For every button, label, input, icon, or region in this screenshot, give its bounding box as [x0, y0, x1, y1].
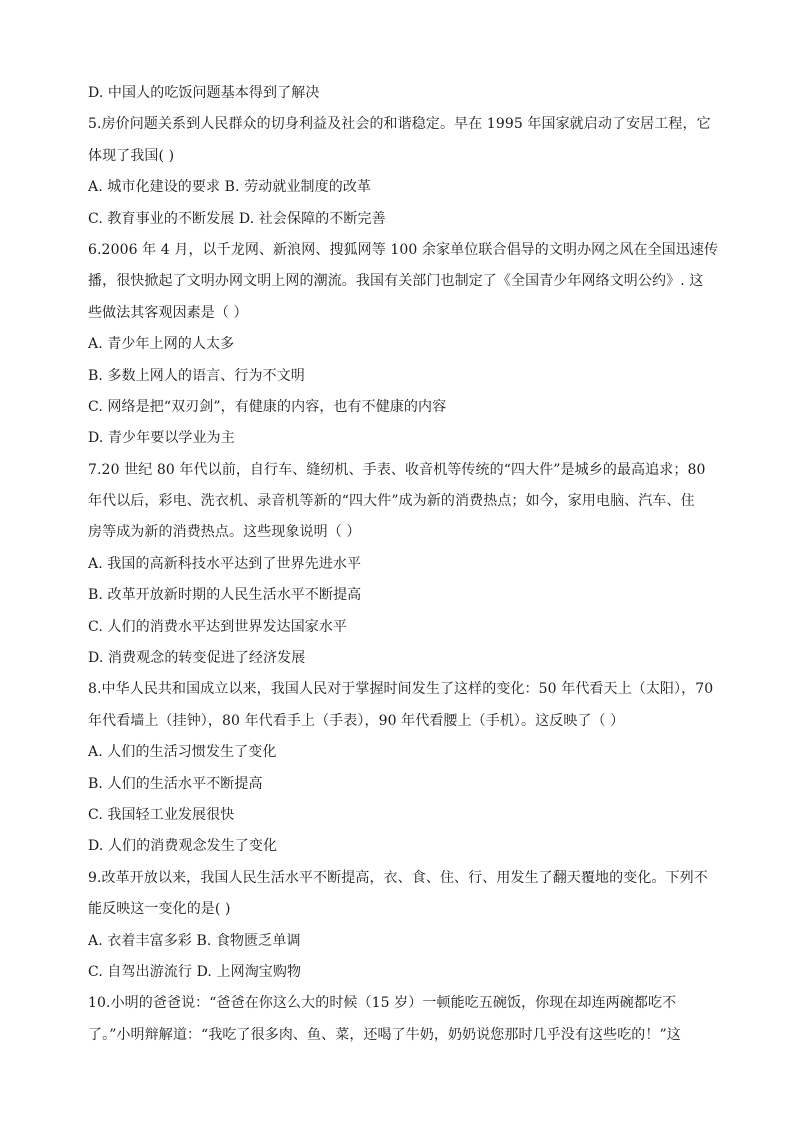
- question-5-stem: 5.房价问题关系到人民群众的切身利益及社会的和谐稳定。早在 1995 年国家就启动了安居工程，它: [88, 116, 711, 133]
- question-10-stem-cont: 了。”小明辩解道：“我吃了很多肉、鱼、菜，还喝了牛奶，奶奶说您那时几乎没有这些吃的！”这: [88, 1026, 681, 1043]
- question-6-stem-cont: 播，很快掀起了文明办网文明上网的潮流。我国有关部门也制定了《全国青少年网络文明公约》. 这: [88, 273, 704, 290]
- question-10-stem: 10.小明的爸爸说：“爸爸在你这么大的时候（15 岁）一顿能吃五碗饭，你现在却连两碗都吃不: [88, 995, 677, 1012]
- question-8-option-b: B. 人们的生活水平不断提高: [88, 775, 263, 792]
- question-9-options-ab: A. 衣着丰富多彩 B. 食物匮乏单调: [88, 932, 301, 949]
- question-9-stem-cont: 能反映这一变化的是( ): [88, 901, 231, 918]
- question-8-option-a: A. 人们的生活习惯发生了变化: [88, 744, 277, 761]
- question-7-stem-cont: 年代以后，彩电、洗衣机、录音机等新的“四大件”成为新的消费热点；如今，家用电脑、汽车、住: [88, 493, 695, 510]
- question-7-option-d: D. 消费观念的转变促进了经济发展: [88, 650, 306, 667]
- question-8-option-c: C. 我国轻工业发展很快: [88, 806, 235, 823]
- text-line: D. 中国人的吃饭问题基本得到了解决: [88, 85, 320, 101]
- question-6-option-a: A. 青少年上网的人太多: [88, 336, 235, 353]
- question-5-stem-cont: 体现了我国( ): [88, 147, 175, 164]
- document-page: [88, 78, 719, 1051]
- question-7-option-a: A. 我国的高新科技水平达到了世界先进水平: [88, 555, 362, 572]
- question-7-stem: 7.20 世纪 80 年代以前，自行车、缝纫机、手表、收音机等传统的“四大件”是城乡的最高追求；80: [88, 461, 706, 478]
- question-6-stem-cont: 些做法其客观因素是（ ）: [88, 304, 248, 321]
- question-5-options-cd: C. 教育事业的不断发展 D. 社会保障的不断完善: [88, 210, 386, 227]
- question-7-stem-cont: 房等成为新的消费热点。这些现象说明（ ）: [88, 524, 361, 541]
- question-9-options-cd: C. 自驾出游流行 D. 上网淘宝购物: [88, 963, 302, 980]
- question-6-option-c: C. 网络是把“双刃剑”，有健康的内容，也有不健康的内容: [88, 398, 447, 415]
- question-7-option-b: B. 改革开放新时期的人民生活水平不断提高: [88, 587, 362, 604]
- question-6-stem: 6.2006 年 4 月，以千龙网、新浪网、搜狐网等 100 余家单位联合倡导的文明办网之风在全国迅速传: [88, 241, 719, 258]
- question-7-option-c: C. 人们的消费水平达到世界发达国家水平: [88, 618, 348, 635]
- question-9-stem: 9.改革开放以来，我国人民生活水平不断提高，衣、食、住、行、用发生了翻天覆地的变化。下列不: [88, 869, 708, 886]
- question-8-option-d: D. 人们的消费观念发生了变化: [88, 838, 278, 855]
- question-5-options-ab: A. 城市化建设的要求 B. 劳动就业制度的改革: [88, 179, 372, 196]
- question-8-stem: 8.中华人民共和国成立以来，我国人民对于掌握时间发生了这样的变化：50 年代看天上（太阳），70: [88, 681, 714, 698]
- question-6-option-d: D. 青少年要以学业为主: [88, 430, 235, 447]
- question-8-stem-cont: 年代看墙上（挂钟），80 年代看手上（手表），90 年代看腰上（手机）。这反映了（ ）: [88, 712, 625, 729]
- question-6-option-b: B. 多数上网人的语言、行为不文明: [88, 367, 305, 384]
